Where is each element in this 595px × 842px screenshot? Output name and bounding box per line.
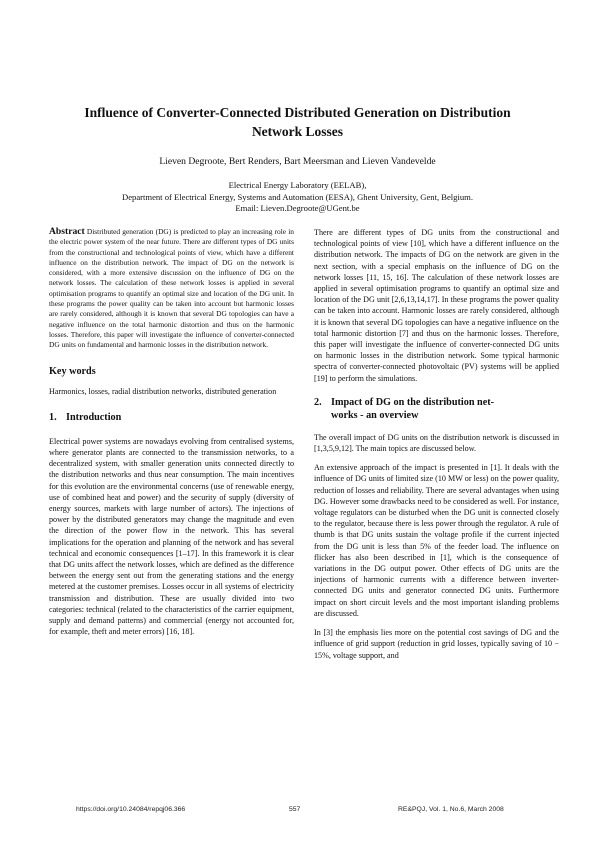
right-column <box>314 227 559 669</box>
section-1-heading <box>49 411 294 424</box>
footer-page-number: 557 <box>289 806 301 813</box>
section-2-number: 2. <box>314 396 322 408</box>
title-line-2: Network Losses <box>251 124 344 139</box>
title-line-1: Influence of Converter-Connected Distributed Generation on Distribution <box>84 105 511 120</box>
intro-paragraph: Electrical power systems are nowadays evolving from centralised systems, where generator plants are connected to the transmission networks, to a decentralized system, with smaller generation units connected directly to the distribution networks and thus near consumption. The main incentives for this evolution are the environmental concerns (use of renewable energy, use of combined heat and power) and the security of supply (diversity of energy sources, markets with large number of actors). The injections of power by the distributed generators may change the magnitude and even the direction of the power flow in the network. This has several implications for the operation and planning of the network and has several technical and economic consequences [1–17]. In this framework it is clear that DG units affect the network losses, which are defined as the difference between the energy sent out from the generating stations and the energy metered at the customer premises. Losses occur in all systems of electricity transmission and distribution. These are usually divided into two categories: technical (related to the characteristics of the carrier equipment, supply and demand patterns) and commercial (energy not accounted for, for example, theft and meter errors) [16, 18]. <box>49 436 294 637</box>
affiliation-line-1: Electrical Energy Laboratory (EELAB), <box>228 180 367 190</box>
right-paragraph-2: The overall impact of DG units on the distribution network is discussed in [1,3,5,9,12]. The main topics are discussed below. <box>314 432 559 454</box>
paper-title <box>40 103 555 141</box>
keywords-heading: Key words <box>49 365 96 377</box>
email-line: Email: Lieven.Degroote@UGent.be <box>235 203 360 213</box>
section-1-title: Introduction <box>66 411 122 423</box>
abstract-text: Distributed generation (DG) is predicted to play an increasing role in the electric power system of the near future. There are different types of DG units from the constructional and technological points of view, which have a different influence on the distribution network. The impact of DG on the network is considered, with a more extensive discussion on the influence of DG on the network losses. The calculation of these network losses is applied in several optimisation programs to quantify an optimal size and location of the DG unit. In these programs the power quality can be taken into account but harmonic losses are rarely considered, although it is known that several DG topologies can have a negative influence on the total harmonic distortion and thus on the harmonic losses. Therefore, this paper will investigate the influence of converter-connected DG units on fundamental and harmonic losses in the distribution network. <box>49 227 294 350</box>
footer-journal: RE&PQJ, Vol. 1, No.6, March 2008 <box>398 806 504 813</box>
affiliation <box>40 180 555 215</box>
keywords-text: Harmonics, losses, radial distribution networks, distributed generation <box>49 386 277 396</box>
right-paragraph-1: There are different types of DG units from the constructional and technological points of view [10], which have a different influence on the distribution network. The impacts of DG on the network are given in the next section, with a special emphasis on the influence of DG on the network losses [11, 15, 16]. The calculation of these network losses are applied in several optimisation programs to quantify an optimal size and location of the DG unit [2,6,13,14,17]. In these programs the power quality can be taken into account. Harmonic losses are rarely considered, although it is known that several DG topologies can have a negative influence on the total harmonic distortion [7] and thus on the harmonic losses. Therefore, this paper will investigate the influence of converter-connected DG units on harmonic losses in the distribution network. Some typical harmonic spectra of converter-connected photovoltaic (PV) systems will be applied [19] to perform the simulations. <box>314 228 559 383</box>
authors: Lieven Degroote, Bert Renders, Bart Meersman and Lieven Vandevelde <box>159 156 436 167</box>
affiliation-line-2: Department of Electrical Energy, Systems and Automation (EESA), Ghent University, Gent, Belgium. <box>122 191 473 202</box>
section-2-title-line-2: works - an overview <box>331 409 419 421</box>
left-column <box>49 227 294 645</box>
abstract-heading: Abstract <box>49 226 85 237</box>
section-2-heading <box>314 396 559 422</box>
right-paragraph-3: An extensive approach of the impact is presented in [1]. It deals with the influence of DG units of limited size (10 MW or less) on the power quality, reduction of losses and reliability. There are several advantages when using DG. However some drawbacks need to be considered as well. For instance, voltage regulators can be disturbed when the DG unit is connected closely to the regulator, because there is less power through the regulator. A rule of thumb is that DG units sustain the voltage profile if the current injected from the DG unit is less than 5% of the feeder load. The influence on flicker has also been described in [1], which is the consequence of variations in the DG output power. Other effects of DG units are the injections of harmonic currents with a difference between inverter-connected DG units and generator connected DG units. Furthermore impact on short circuit levels and the most important islanding problems are discussed. <box>314 463 559 618</box>
right-paragraph-4: In [3] the emphasis lies more on the potential cost savings of DG and the influence of grid support (reduction in grid losses, typically saving of 10 − 15%, voltage support, and <box>314 628 559 660</box>
section-2-title-line-1: Impact of DG on the distribution net- <box>331 396 495 408</box>
section-1-number: 1. <box>49 411 57 423</box>
abstract <box>49 227 294 351</box>
footer-doi-link[interactable]: https://doi.org/10.24084/repqj06.366 <box>76 806 186 813</box>
